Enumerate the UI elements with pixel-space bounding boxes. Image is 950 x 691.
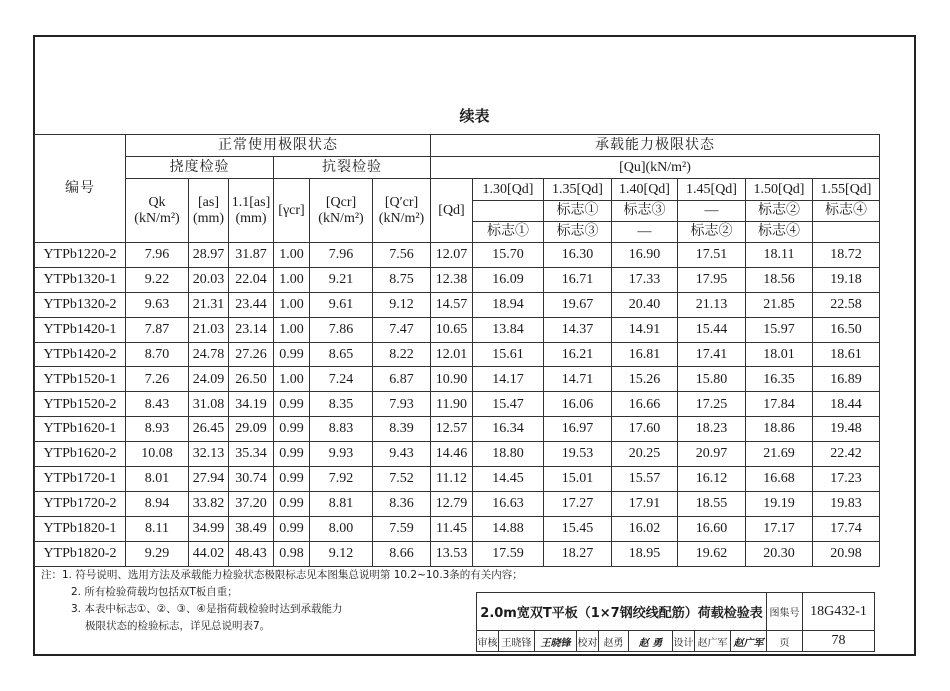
value-cell: 18.56 xyxy=(746,267,813,292)
value-cell: 32.13 xyxy=(189,442,229,467)
value-cell: 35.34 xyxy=(229,442,274,467)
value-cell: 16.90 xyxy=(612,243,678,268)
value-cell: 19.48 xyxy=(813,417,880,442)
value-cell: 13.84 xyxy=(473,317,544,342)
value-cell: 16.35 xyxy=(746,367,813,392)
review-name: 王晓锋 xyxy=(499,631,535,652)
value-cell: 0.99 xyxy=(274,491,310,516)
value-cell: 11.90 xyxy=(431,392,473,417)
value-cell: 17.60 xyxy=(612,417,678,442)
header-qd: [Qd] xyxy=(431,179,473,243)
value-cell: 18.11 xyxy=(746,243,813,268)
value-cell: 26.45 xyxy=(189,417,229,442)
value-cell: 14.45 xyxy=(473,467,544,492)
value-cell: 11.12 xyxy=(431,467,473,492)
value-cell: 16.71 xyxy=(544,267,612,292)
value-cell: 31.08 xyxy=(189,392,229,417)
value-cell: 16.09 xyxy=(473,267,544,292)
row-id-cell: YTPb1720-1 xyxy=(35,467,126,492)
value-cell: 20.03 xyxy=(189,267,229,292)
value-cell: 16.21 xyxy=(544,342,612,367)
table-row xyxy=(35,541,880,566)
value-cell: 12.01 xyxy=(431,342,473,367)
value-cell: 6.87 xyxy=(373,367,431,392)
value-cell: 1.00 xyxy=(274,317,310,342)
note-2: 2. 所有检验荷载均包括双T板自重； xyxy=(71,586,238,598)
value-cell: 8.93 xyxy=(126,417,189,442)
value-cell: 16.68 xyxy=(746,467,813,492)
value-cell: 13.53 xyxy=(431,541,473,566)
value-cell: 22.42 xyxy=(813,442,880,467)
value-cell: 8.81 xyxy=(310,491,373,516)
value-cell: 14.88 xyxy=(473,516,544,541)
value-cell: 17.41 xyxy=(678,342,746,367)
table-row xyxy=(35,342,880,367)
table-row xyxy=(35,317,880,342)
value-cell: 18.95 xyxy=(612,541,678,566)
value-cell: 12.07 xyxy=(431,243,473,268)
table-row xyxy=(35,516,880,541)
value-cell: 21.13 xyxy=(678,292,746,317)
value-cell: 23.44 xyxy=(229,292,274,317)
note-1: 注：1. 符号说明、选用方法及承载能力检验状态极限标志见本图集总说明第 10.2~10.3条的有关内容； xyxy=(41,569,523,581)
value-cell: 38.49 xyxy=(229,516,274,541)
value-cell: 8.70 xyxy=(126,342,189,367)
value-cell: 34.19 xyxy=(229,392,274,417)
header-normal-state: 正常使用极限状态 xyxy=(126,135,431,157)
row-id-cell: YTPb1520-2 xyxy=(35,392,126,417)
table-row xyxy=(35,392,880,417)
factor-label: 1.50[Qd] xyxy=(746,179,813,201)
header-qcr-prime: [Q′cr] (kN/m²) xyxy=(373,179,431,243)
value-cell: 9.61 xyxy=(310,292,373,317)
value-cell: 9.63 xyxy=(126,292,189,317)
value-cell: 0.98 xyxy=(274,541,310,566)
value-cell: 16.66 xyxy=(612,392,678,417)
value-cell: 15.47 xyxy=(473,392,544,417)
value-cell: 17.25 xyxy=(678,392,746,417)
mark-top: — xyxy=(678,201,746,222)
row-id-cell: YTPb1420-1 xyxy=(35,317,126,342)
value-cell: 7.24 xyxy=(310,367,373,392)
value-cell: 16.89 xyxy=(813,367,880,392)
value-cell: 9.29 xyxy=(126,541,189,566)
value-cell: 8.39 xyxy=(373,417,431,442)
value-cell: 19.53 xyxy=(544,442,612,467)
value-cell: 16.06 xyxy=(544,392,612,417)
factor-label: 1.35[Qd] xyxy=(544,179,612,201)
mark-top: 标志① xyxy=(544,201,612,222)
design-label: 设计 xyxy=(673,631,695,652)
value-cell: 15.44 xyxy=(678,317,746,342)
mark-top xyxy=(473,201,544,222)
value-cell: 15.26 xyxy=(612,367,678,392)
value-cell: 12.57 xyxy=(431,417,473,442)
value-cell: 22.04 xyxy=(229,267,274,292)
value-cell: 11.45 xyxy=(431,516,473,541)
value-cell: 0.99 xyxy=(274,467,310,492)
value-cell: 19.18 xyxy=(813,267,880,292)
value-cell: 1.00 xyxy=(274,267,310,292)
header-gamma: [γcr] xyxy=(274,179,310,243)
value-cell: 12.79 xyxy=(431,491,473,516)
value-cell: 8.43 xyxy=(126,392,189,417)
value-cell: 17.17 xyxy=(746,516,813,541)
value-cell: 17.91 xyxy=(612,491,678,516)
value-cell: 8.11 xyxy=(126,516,189,541)
value-cell: 7.47 xyxy=(373,317,431,342)
value-cell: 16.60 xyxy=(678,516,746,541)
value-cell: 0.99 xyxy=(274,516,310,541)
value-cell: 16.34 xyxy=(473,417,544,442)
value-cell: 15.45 xyxy=(544,516,612,541)
value-cell: 0.99 xyxy=(274,417,310,442)
value-cell: 14.71 xyxy=(544,367,612,392)
value-cell: 7.92 xyxy=(310,467,373,492)
notes xyxy=(41,567,523,635)
value-cell: 9.21 xyxy=(310,267,373,292)
table-row xyxy=(35,243,880,268)
header-crack-check: 抗裂检验 xyxy=(274,157,431,179)
value-cell: 10.08 xyxy=(126,442,189,467)
value-cell: 21.85 xyxy=(746,292,813,317)
drawing-title: 2.0m宽双T平板（1×7钢绞线配筋）荷载检验表 xyxy=(477,593,767,631)
header-as11: 1.1[as] (mm) xyxy=(229,179,274,243)
value-cell: 18.86 xyxy=(746,417,813,442)
table-row xyxy=(35,367,880,392)
load-test-table xyxy=(34,134,880,567)
value-cell: 0.99 xyxy=(274,342,310,367)
value-cell: 14.57 xyxy=(431,292,473,317)
value-cell: 37.20 xyxy=(229,491,274,516)
check-label: 校对 xyxy=(577,631,599,652)
page-label: 页 xyxy=(767,631,803,652)
value-cell: 17.95 xyxy=(678,267,746,292)
value-cell: 19.67 xyxy=(544,292,612,317)
value-cell: 9.22 xyxy=(126,267,189,292)
factor-label: 1.55[Qd] xyxy=(813,179,880,201)
header-id: 编号 xyxy=(35,135,126,243)
header-qcr: [Qcr] (kN/m²) xyxy=(310,179,373,243)
value-cell: 16.02 xyxy=(612,516,678,541)
value-cell: 17.84 xyxy=(746,392,813,417)
value-cell: 1.00 xyxy=(274,243,310,268)
mark-top: 标志② xyxy=(746,201,813,222)
value-cell: 21.03 xyxy=(189,317,229,342)
value-cell: 21.69 xyxy=(746,442,813,467)
value-cell: 18.55 xyxy=(678,491,746,516)
header-qu-unit: [Qu](kN/m²) xyxy=(431,157,880,179)
value-cell: 20.98 xyxy=(813,541,880,566)
factor-label: 1.30[Qd] xyxy=(473,179,544,201)
value-cell: 27.94 xyxy=(189,467,229,492)
value-cell: 7.86 xyxy=(310,317,373,342)
value-cell: 8.36 xyxy=(373,491,431,516)
mark-bottom: 标志① xyxy=(473,222,544,243)
value-cell: 7.96 xyxy=(126,243,189,268)
value-cell: 23.14 xyxy=(229,317,274,342)
value-cell: 20.25 xyxy=(612,442,678,467)
value-cell: 44.02 xyxy=(189,541,229,566)
value-cell: 15.61 xyxy=(473,342,544,367)
value-cell: 9.12 xyxy=(373,292,431,317)
value-cell: 8.83 xyxy=(310,417,373,442)
row-id-cell: YTPb1720-2 xyxy=(35,491,126,516)
atlas-label: 图集号 xyxy=(767,593,803,631)
value-cell: 18.01 xyxy=(746,342,813,367)
row-id-cell: YTPb1620-2 xyxy=(35,442,126,467)
mark-bottom: 标志④ xyxy=(746,222,813,243)
row-id-cell: YTPb1520-1 xyxy=(35,367,126,392)
value-cell: 17.51 xyxy=(678,243,746,268)
drawing-frame xyxy=(33,35,916,656)
factor-label: 1.40[Qd] xyxy=(612,179,678,201)
value-cell: 7.56 xyxy=(373,243,431,268)
value-cell: 16.30 xyxy=(544,243,612,268)
value-cell: 1.00 xyxy=(274,292,310,317)
value-cell: 34.99 xyxy=(189,516,229,541)
value-cell: 27.26 xyxy=(229,342,274,367)
value-cell: 10.65 xyxy=(431,317,473,342)
value-cell: 8.22 xyxy=(373,342,431,367)
value-cell: 17.33 xyxy=(612,267,678,292)
value-cell: 9.93 xyxy=(310,442,373,467)
value-cell: 9.12 xyxy=(310,541,373,566)
header-deflection-check: 挠度检验 xyxy=(126,157,274,179)
value-cell: 20.30 xyxy=(746,541,813,566)
mark-bottom xyxy=(813,222,880,243)
value-cell: 14.17 xyxy=(473,367,544,392)
value-cell: 18.80 xyxy=(473,442,544,467)
mark-bottom: 标志② xyxy=(678,222,746,243)
value-cell: 20.97 xyxy=(678,442,746,467)
value-cell: 28.97 xyxy=(189,243,229,268)
value-cell: 8.66 xyxy=(373,541,431,566)
value-cell: 18.27 xyxy=(544,541,612,566)
value-cell: 18.44 xyxy=(813,392,880,417)
value-cell: 7.93 xyxy=(373,392,431,417)
row-id-cell: YTPb1320-1 xyxy=(35,267,126,292)
table-row xyxy=(35,267,880,292)
table-body xyxy=(35,243,880,567)
mark-top: 标志③ xyxy=(612,201,678,222)
header-as: [as] (mm) xyxy=(189,179,229,243)
value-cell: 18.23 xyxy=(678,417,746,442)
value-cell: 21.31 xyxy=(189,292,229,317)
value-cell: 17.23 xyxy=(813,467,880,492)
value-cell: 14.37 xyxy=(544,317,612,342)
value-cell: 24.78 xyxy=(189,342,229,367)
row-id-cell: YTPb1820-2 xyxy=(35,541,126,566)
atlas-code: 18G432-1 xyxy=(803,593,875,631)
value-cell: 7.59 xyxy=(373,516,431,541)
value-cell: 18.72 xyxy=(813,243,880,268)
table-row xyxy=(35,292,880,317)
value-cell: 7.52 xyxy=(373,467,431,492)
header-qk: Qk (kN/m²) xyxy=(126,179,189,243)
value-cell: 8.35 xyxy=(310,392,373,417)
value-cell: 15.70 xyxy=(473,243,544,268)
value-cell: 14.91 xyxy=(612,317,678,342)
table-row xyxy=(35,491,880,516)
value-cell: 29.09 xyxy=(229,417,274,442)
value-cell: 16.12 xyxy=(678,467,746,492)
value-cell: 48.43 xyxy=(229,541,274,566)
factor-label: 1.45[Qd] xyxy=(678,179,746,201)
title-block xyxy=(476,592,875,652)
value-cell: 16.50 xyxy=(813,317,880,342)
table-title: 续表 xyxy=(459,107,490,125)
check-name: 赵勇 xyxy=(599,631,629,652)
value-cell: 17.27 xyxy=(544,491,612,516)
value-cell: 10.90 xyxy=(431,367,473,392)
value-cell: 15.01 xyxy=(544,467,612,492)
value-cell: 22.58 xyxy=(813,292,880,317)
value-cell: 8.65 xyxy=(310,342,373,367)
row-id-cell: YTPb1220-2 xyxy=(35,243,126,268)
value-cell: 16.63 xyxy=(473,491,544,516)
review-label: 审核 xyxy=(477,631,499,652)
value-cell: 0.99 xyxy=(274,442,310,467)
mark-top: 标志④ xyxy=(813,201,880,222)
table-row xyxy=(35,442,880,467)
mark-bottom: 标志③ xyxy=(544,222,612,243)
note-3-cont: 极限状态的检验标志，详见总说明表7。 xyxy=(85,620,271,632)
value-cell: 0.99 xyxy=(274,392,310,417)
value-cell: 30.74 xyxy=(229,467,274,492)
row-id-cell: YTPb1420-2 xyxy=(35,342,126,367)
value-cell: 8.94 xyxy=(126,491,189,516)
row-id-cell: YTPb1820-1 xyxy=(35,516,126,541)
table-row xyxy=(35,467,880,492)
value-cell: 33.82 xyxy=(189,491,229,516)
value-cell: 19.83 xyxy=(813,491,880,516)
row-id-cell: YTPb1620-1 xyxy=(35,417,126,442)
value-cell: 14.46 xyxy=(431,442,473,467)
value-cell: 18.94 xyxy=(473,292,544,317)
value-cell: 15.80 xyxy=(678,367,746,392)
value-cell: 16.81 xyxy=(612,342,678,367)
value-cell: 16.97 xyxy=(544,417,612,442)
value-cell: 17.59 xyxy=(473,541,544,566)
row-id-cell: YTPb1320-2 xyxy=(35,292,126,317)
page-number: 78 xyxy=(803,631,875,652)
value-cell: 8.75 xyxy=(373,267,431,292)
value-cell: 8.01 xyxy=(126,467,189,492)
value-cell: 15.97 xyxy=(746,317,813,342)
value-cell: 12.38 xyxy=(431,267,473,292)
value-cell: 8.00 xyxy=(310,516,373,541)
review-signature: 王晓锋 xyxy=(535,631,577,652)
value-cell: 7.96 xyxy=(310,243,373,268)
value-cell: 26.50 xyxy=(229,367,274,392)
value-cell: 31.87 xyxy=(229,243,274,268)
check-signature: 赵 勇 xyxy=(629,631,673,652)
note-3: 3. 本表中标志①、②、③、④是指荷载检验时达到承载能力 xyxy=(71,603,343,615)
value-cell: 15.57 xyxy=(612,467,678,492)
value-cell: 18.61 xyxy=(813,342,880,367)
design-name: 赵广军 xyxy=(695,631,731,652)
mark-bottom: — xyxy=(612,222,678,243)
table-row xyxy=(35,417,880,442)
value-cell: 19.62 xyxy=(678,541,746,566)
design-signature: 赵广军 xyxy=(731,631,767,652)
value-cell: 24.09 xyxy=(189,367,229,392)
header-capacity-state: 承载能力极限状态 xyxy=(431,135,880,157)
value-cell: 17.74 xyxy=(813,516,880,541)
value-cell: 9.43 xyxy=(373,442,431,467)
value-cell: 1.00 xyxy=(274,367,310,392)
value-cell: 7.26 xyxy=(126,367,189,392)
value-cell: 19.19 xyxy=(746,491,813,516)
value-cell: 20.40 xyxy=(612,292,678,317)
value-cell: 7.87 xyxy=(126,317,189,342)
